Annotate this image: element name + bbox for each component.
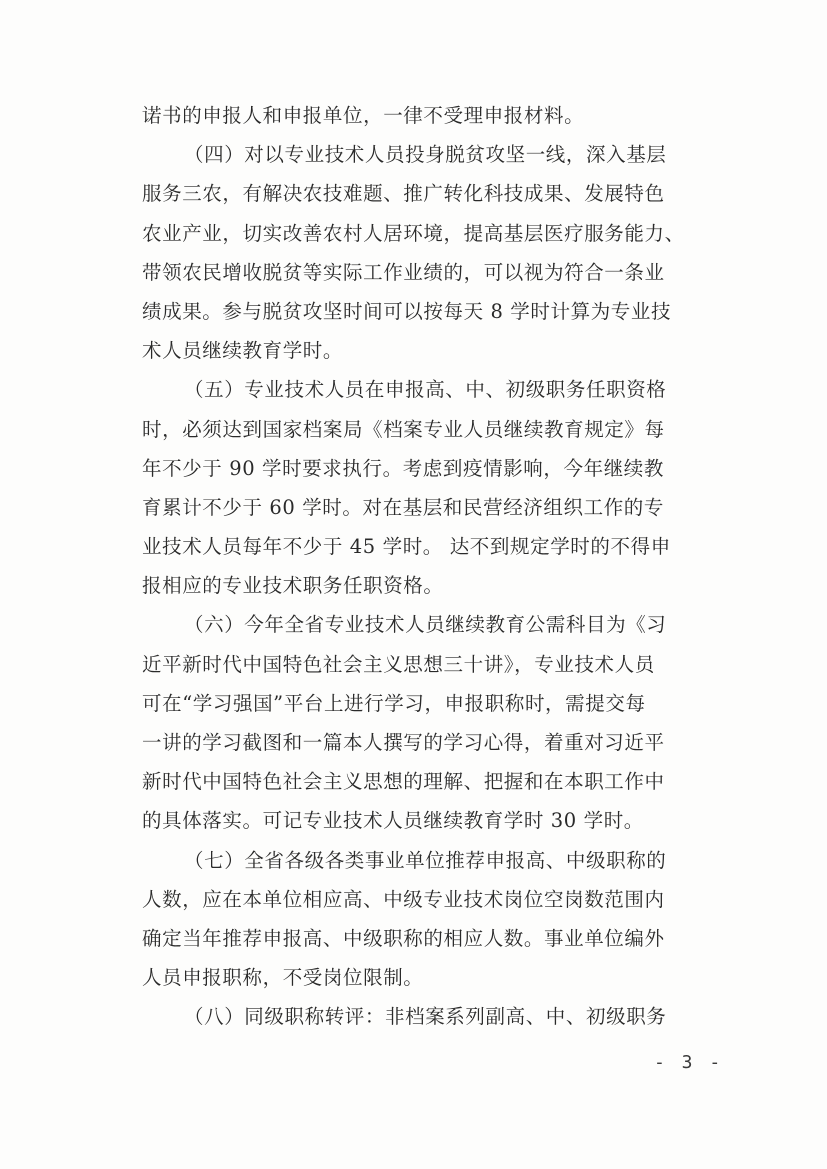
text-line: 业技术人员每年不少于 45 学时。 达不到规定学时的不得申 <box>142 535 671 559</box>
text-line: 术人员继续教育学时。 <box>142 339 344 363</box>
text-line: 确定当年推荐申报高、中级职称的相应人数。事业单位编外 <box>142 926 665 950</box>
text-line: 诺书的申报人和申报单位，一律不受理申报材料。 <box>142 104 585 127</box>
paragraph-7-start: （七）全省各级各类事业单位推荐申报高、中级职称的 <box>184 848 667 872</box>
text-line: 时，必须达到国家档案局《档案专业人员继续教育规定》每 <box>142 417 665 441</box>
paragraph-6-start: （六）今年全省专业技术人员继续教育公需科目为《习 <box>184 613 667 637</box>
text-line: 带领农民增收脱贫等实际工作业绩的，可以视为符合一条业 <box>142 260 665 284</box>
text-line: 的具体落实。可记专业技术人员继续教育学时 30 学时。 <box>142 809 644 833</box>
text-line: 人员申报职称，不受岗位限制。 <box>142 966 424 990</box>
text-line: 绩成果。参与脱贫攻坚时间可以按每天 8 学时计算为专业技 <box>142 299 672 323</box>
text-line: 新时代中国特色社会主义思想的理解、把握和在本职工作中 <box>142 770 665 794</box>
paragraph-5-start: （五）专业技术人员在申报高、中、初级职务任职资格 <box>184 378 667 402</box>
paragraph-4-start: （四）对以专业技术人员投身脱贫攻坚一线，深入基层 <box>184 143 667 167</box>
text-line: 服务三农，有解决农技难题、推广转化科技成果、发展特色 <box>142 182 665 206</box>
body-text <box>142 96 702 1037</box>
text-line: 一讲的学习截图和一篇本人撰写的学习心得，着重对习近平 <box>142 731 665 754</box>
text-line: 近平新时代中国特色社会主义思想三十讲》，专业技术人员 <box>142 652 655 676</box>
text-line: 育累计不少于 60 学时。对在基层和民营经济组织工作的专 <box>142 495 665 519</box>
text-line: 人数，应在本单位相应高、中级专业技术岗位空岗数范围内 <box>142 887 665 911</box>
text-line: 农业产业，切实改善农村人居环境，提高基层医疗服务能力、 <box>142 221 685 245</box>
text-line: 年不少于 90 学时要求执行。考虑到疫情影响，今年继续教 <box>142 456 665 480</box>
text-line: 报相应的专业技术职务任职资格。 <box>142 574 444 598</box>
page-number: - 3 - <box>654 1052 724 1073</box>
paragraph-8-start: （八）同级职称转评：非档案系列副高、中、初级职务 <box>184 1005 667 1029</box>
text-line: 可在“学习强国”平台上进行学习，申报职称时，需提交每 <box>142 691 646 715</box>
